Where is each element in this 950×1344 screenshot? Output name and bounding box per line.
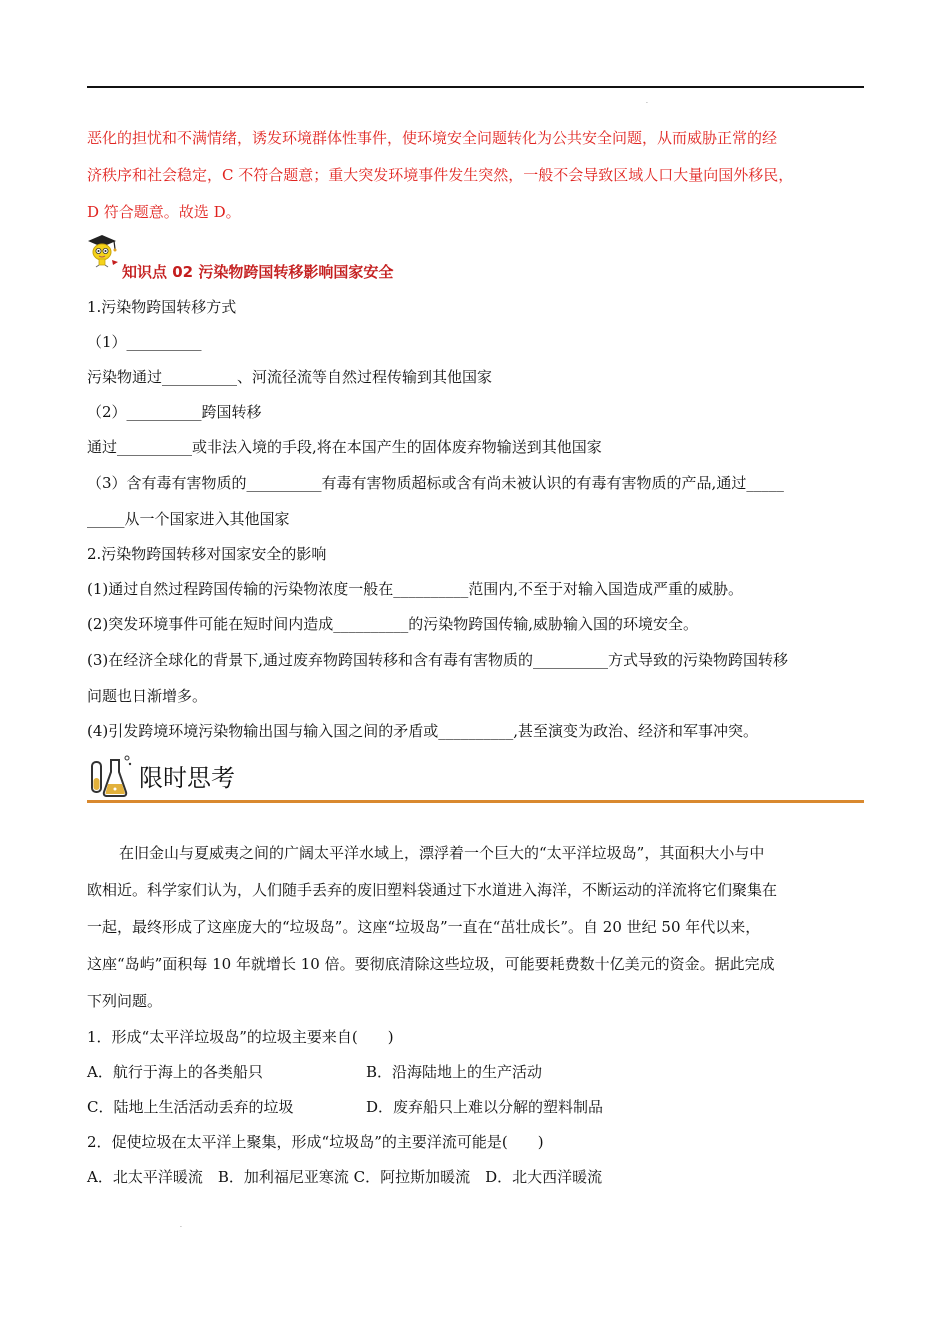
passage-line-3: 一起，最终形成了这座庞大的“垃圾岛”。这座“垃圾岛”一直在“茁壮成长”。自 20 世纪 50 年代以来， [87,918,761,936]
section2-title: 2.污染物跨国转移对国家安全的影响 [87,545,327,563]
question1-option-b: B．沿海陆地上的生产活动 [366,1063,543,1081]
passage-line-1 [87,843,764,863]
answer-line-3: D 符合题意。故选 D。 [87,203,241,221]
question1-option-a: A．航行于海上的各类船只 [87,1063,263,1081]
section2-p2: (2)突发环境事件可能在短时间内造成__________的污染物跨国传输,威胁输入国的环境安全。 [87,615,699,633]
question2-stem: 2．促使垃圾在太平洋上聚集，形成“垃圾岛”的主要洋流可能是( ) [87,1133,544,1151]
section1-item3-line2: _____从一个国家进入其他国家 [87,510,290,528]
limit-section-header [87,752,864,804]
section1-item2-head: （2）__________跨国转移 [87,403,262,421]
section2-p4: (4)引发跨境环境污染物输出国与输入国之间的矛盾或__________,甚至演变为政治、经济和军事冲突。 [87,722,759,740]
student-mascot-icon [86,234,122,268]
passage-line-2: 欧相近。科学家们认为，人们随手丢弃的废旧塑料袋通过下水道进入海洋，不断运动的洋流将它们聚集在 [87,881,778,899]
section1-title: 1.污染物跨国转移方式 [87,298,237,316]
section2-p3-line2: 问题也日渐增多。 [87,687,208,705]
question1-stem: 1．形成“太平洋垃圾岛”的垃圾主要来自( ) [87,1028,394,1046]
question1-option-d: D．废弃船只上难以分解的塑料制品 [366,1098,604,1116]
answer-line-2: 济秩序和社会稳定，C 不符合题意；重大突发环境事件发生突然，一般不会导致区域人口大量向国外移民， [87,166,794,184]
lab-flask-icon [87,754,133,800]
limit-section-rule [87,800,864,803]
section1-item3-line1: （3）含有毒有害物质的__________有毒有害物质超标或含有尚未被认识的有毒有害物质的产品,通过_____ [87,474,784,492]
speck: . [646,98,648,105]
header-rule [87,86,864,88]
section1-item1-body: 污染物通过__________、河流径流等自然过程传输到其他国家 [87,368,493,386]
section2-p1: (1)通过自然过程跨国传输的污染物浓度一般在__________范围内,不至于对输入国造成严重的威胁。 [87,580,744,598]
passage-text-1: 在旧金山与夏威夷之间的广阔太平洋水域上，漂浮着一个巨大的“太平洋垃圾岛”，其面积大小与中 [119,844,765,862]
section1-item2-body: 通过__________或非法入境的手段,将在本国产生的固体废弃物输送到其他国家 [87,438,602,456]
speck: . [180,1222,182,1229]
knowledge-point-label: 知识点 02 污染物跨国转移影响国家安全 [122,263,394,281]
passage-line-4: 这座“岛屿”面积每 10 年就增长 10 倍。要彻底清除这些垃圾，可能要耗费数十亿美元的资金。据此完成 [87,955,775,973]
question2-options: A．北太平洋暖流 B．加利福尼亚寒流 C．阿拉斯加暖流 D．北大西洋暖流 [87,1168,603,1186]
answer-line-1: 恶化的担忧和不满情绪，诱发环境群体性事件，使环境安全问题转化为公共安全问题，从而威胁正常的经 [87,129,778,147]
question1-option-c: C．陆地上生活活动丢弃的垃圾 [87,1098,294,1116]
limit-section-title: 限时思考 [139,764,235,792]
section1-item1-head: （1）__________ [87,333,202,351]
passage-line-5: 下列问题。 [87,992,163,1010]
section2-p3-line1: (3)在经济全球化的背景下,通过废弃物跨国转移和含有毒有害物质的__________方式导致的污染物跨国转移 [87,651,789,669]
